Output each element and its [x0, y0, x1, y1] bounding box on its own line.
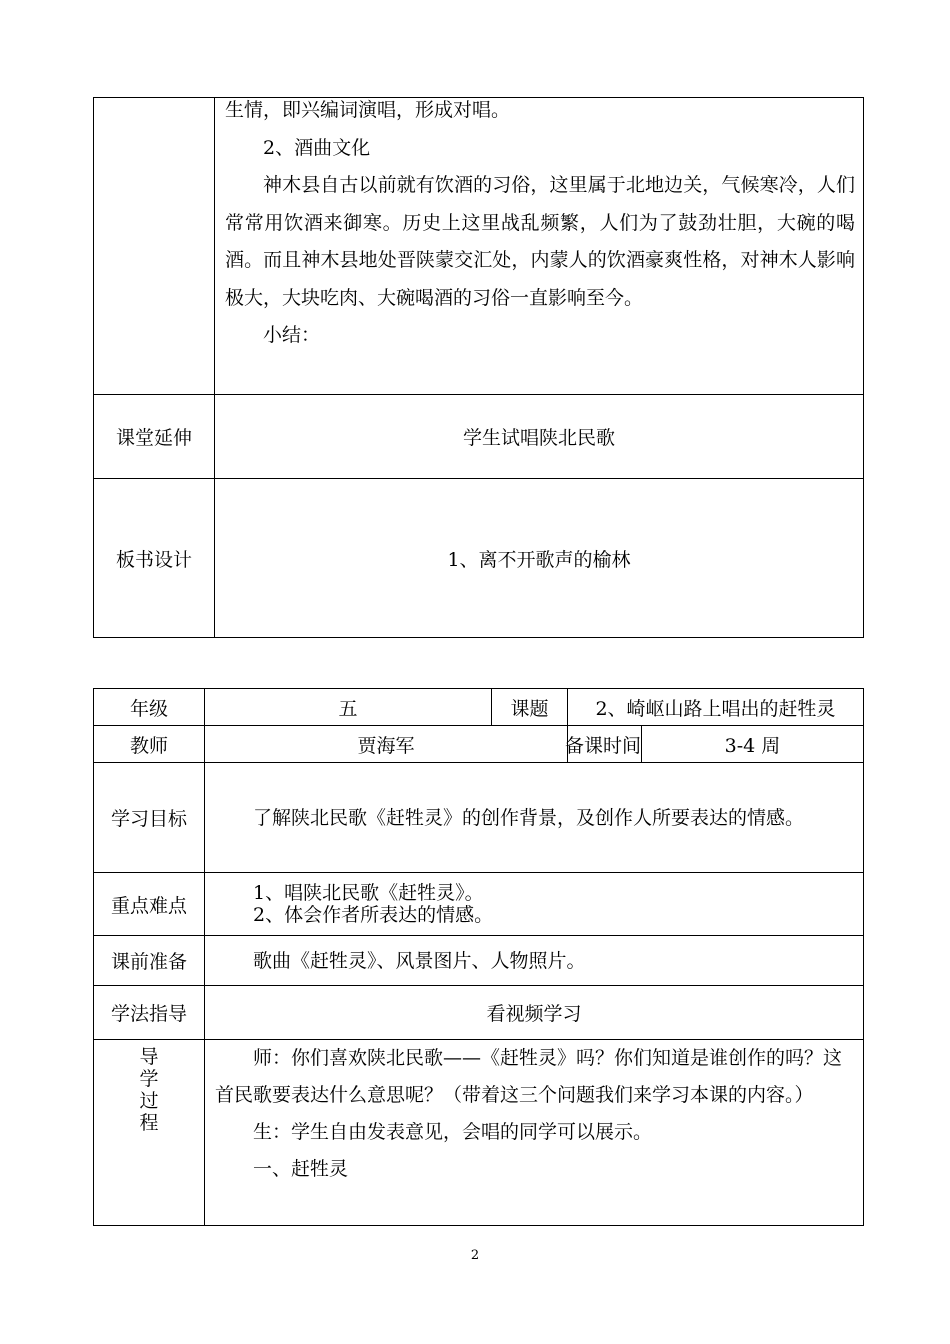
- wine-culture-paragraph: 神木县自古以前就有饮酒的习俗，这里属于北地边关，气候寒冷，人们常常用饮酒来御寒。历史上这里战乱频繁，人们为了鼓劲壮胆，大碗的喝酒。而且神木县地处晋陕蒙交汇处，内蒙人的饮酒豪爽性格，对神木人影响极大，大块吃肉、大碗喝酒的习俗一直影响至今。: [225, 174, 855, 309]
- topic-label: 课题: [492, 689, 568, 726]
- key-points-label: 重点难点: [94, 873, 205, 936]
- process-row: [94, 1040, 864, 1226]
- teacher-value: 贾海军: [205, 726, 568, 763]
- preparation-cell: [205, 936, 864, 986]
- method-row: [94, 986, 864, 1040]
- process-label-char: 程: [139, 1112, 159, 1134]
- continuation-text-cell: [215, 98, 864, 395]
- preparation-label: 课前准备: [94, 936, 205, 986]
- key-points-cell: [205, 873, 864, 936]
- process-section-heading: 一、赶牲灵: [253, 1158, 349, 1180]
- board-design-value: 1、离不开歌声的榆林: [215, 479, 864, 638]
- key-points-row: [94, 873, 864, 936]
- method-value: 看视频学习: [205, 986, 864, 1040]
- grade-label: 年级: [94, 689, 205, 726]
- continuation-label-cell: [94, 98, 215, 395]
- process-label-char: 学: [139, 1068, 159, 1090]
- process-label: [94, 1040, 205, 1226]
- continuation-line: 生情，即兴编词演唱，形成对唱。: [225, 99, 511, 121]
- teacher-label: 教师: [94, 726, 205, 763]
- lesson-plan-table: [93, 688, 864, 1226]
- summary-label: 小结：: [263, 324, 321, 346]
- prep-time-value: 3-4 周: [642, 726, 864, 763]
- continuation-row: [94, 98, 864, 395]
- extension-label: 课堂延伸: [94, 395, 215, 479]
- teacher-row: [94, 726, 864, 763]
- process-label-char: 过: [139, 1090, 159, 1112]
- preparation-row: [94, 936, 864, 986]
- board-design-row: [94, 479, 864, 638]
- process-teacher-line: 师：你们喜欢陕北民歌——《赶牲灵》吗？你们知道是谁创作的吗？这首民歌要表达什么意思呢？（带着这三个问题我们来学习本课的内容。）: [215, 1047, 843, 1106]
- process-label-char: 导: [139, 1046, 159, 1068]
- process-cell: [205, 1040, 864, 1226]
- page-number: 2: [470, 1248, 480, 1263]
- process-student-line: 生：学生自由发表意见，会唱的同学可以展示。: [253, 1121, 653, 1143]
- method-label: 学法指导: [94, 986, 205, 1040]
- preparation-value: 歌曲《赶牲灵》、风景图片、人物照片。: [253, 949, 586, 972]
- goal-value: 了解陕北民歌《赶牲灵》的创作背景，及创作人所要表达的情感。: [253, 806, 805, 829]
- grade-row: [94, 689, 864, 726]
- prep-time-label: [564, 726, 642, 763]
- topic-value: 2、崎岖山路上唱出的赶牲灵: [568, 689, 864, 726]
- key-point-item: 2、体会作者所表达的情感。: [253, 904, 494, 926]
- goal-cell: [205, 763, 864, 873]
- board-design-label: 板书设计: [94, 479, 215, 638]
- key-point-item: 1、唱陕北民歌《赶牲灵》。: [253, 882, 484, 904]
- goal-label: 学习目标: [94, 763, 205, 873]
- extension-row: [94, 395, 864, 479]
- section-heading-wine-culture: 2、酒曲文化: [263, 136, 371, 159]
- extension-value: 学生试唱陕北民歌: [215, 395, 864, 479]
- prep-time-label-text: 备课时间: [564, 734, 641, 757]
- goal-row: [94, 763, 864, 873]
- grade-value: 五: [205, 689, 492, 726]
- lesson-plan-table-continued: [93, 97, 864, 638]
